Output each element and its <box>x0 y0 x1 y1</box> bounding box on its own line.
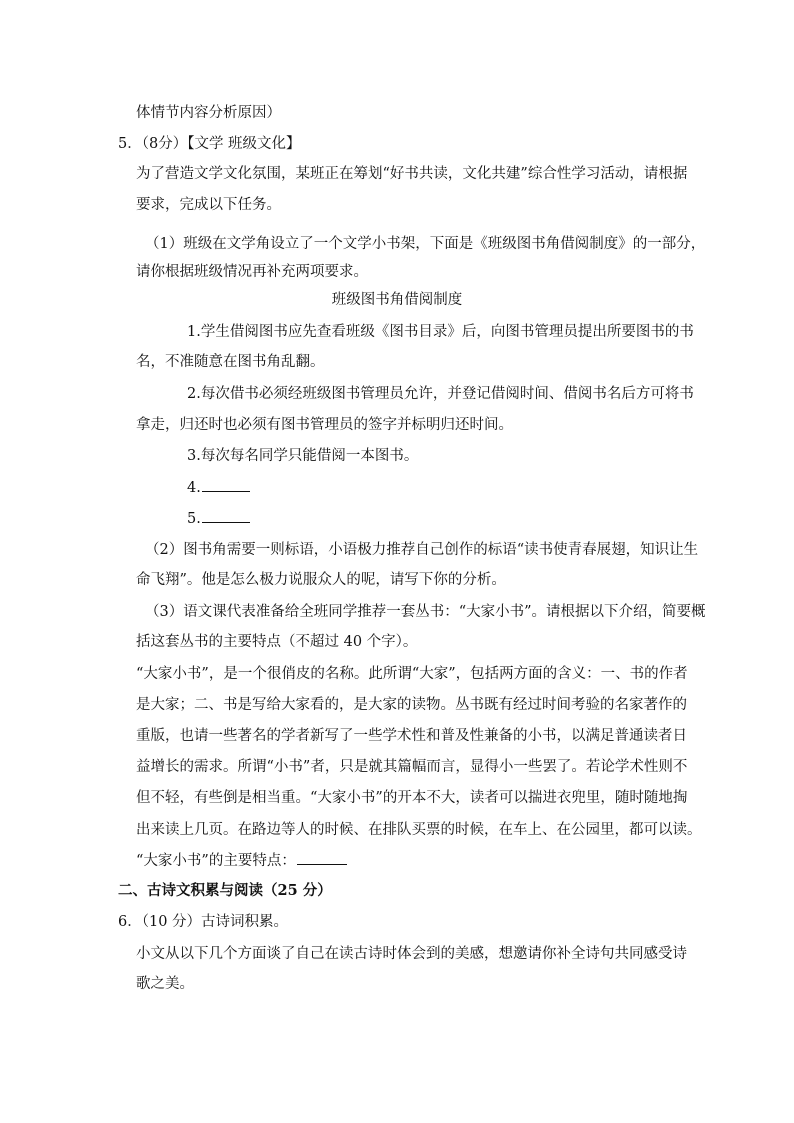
text-line: 要求，完成以下任务。 <box>136 197 281 213</box>
text-line: 小文从以下几个方面谈了自己在读古诗时体会到的美感，想邀请你补全诗句共同感受诗 <box>136 946 687 962</box>
rule-1: 1.学生借阅图书应先查看班级《图书目录》后，向图书管理员提出所要图书的书 <box>187 324 694 340</box>
text-line: 为了营造文学文化氛围，某班正在筹划“好书共读，文化共建”综合性学习活动，请根据 <box>136 166 688 182</box>
passage-line: 重版，也请一些著名的学者新写了一些学术性和普及性兼备的小书，以满足普通读者日 <box>136 728 687 744</box>
passage-line: 但不轻，有些倒是相当重。“大家小书”的开本不大，读者可以揣进衣兜里，随时随地掏 <box>136 790 688 806</box>
subquestion-1: （1）班级在文学角设立了一个文学小书架，下面是《班级图书角借阅制度》的一部分， <box>145 236 706 252</box>
answer-blank[interactable] <box>297 850 347 865</box>
rule-3: 3.每次每名同学只能借阅一本图书。 <box>187 448 419 464</box>
passage-line: 是大家；二、书是写给大家看的，是大家的读物。丛书既有经过时间考验的名家著作的 <box>136 697 687 713</box>
rule-2: 2.每次借书必须经班级图书管理员允许，并登记借阅时间、借阅书名后方可将书 <box>187 386 694 402</box>
text-line: 名，不准随意在图书角乱翻。 <box>136 354 325 370</box>
text-line: 命飞翔”。他是怎么极力说服众人的呢，请写下你的分析。 <box>136 572 506 588</box>
features-label: “大家小书”的主要特点： <box>136 853 296 869</box>
rule-5-number: 5. <box>187 511 201 527</box>
question-5-heading: 5．（8分）【文学 班级文化】 <box>118 136 301 152</box>
passage-line: 出来读上几页。在路边等人的时候、在排队买票的时候，在车上、在公园里，都可以读。 <box>136 822 702 838</box>
passage-line: 益增长的需求。所谓“小书”者，只是就其篇幅而言，显得小一些罢了。若论学术性则不 <box>136 759 688 775</box>
question-6-heading: 6．（10 分）古诗词积累。 <box>118 914 289 930</box>
answer-blank[interactable] <box>202 477 250 492</box>
rule-5 <box>187 508 250 528</box>
text-line: 体情节内容分析原因） <box>136 105 281 121</box>
rules-title: 班级图书角借阅制度 <box>331 292 463 308</box>
passage-line: “大家小书”，是一个很俏皮的名称。此所谓“大家”，包括两方面的含义：一、书的作者 <box>136 666 688 682</box>
rule-4 <box>187 477 250 497</box>
text-line: 括这套丛书的主要特点（不超过 40 个字）。 <box>136 634 418 650</box>
section-2-heading: 二、古诗文积累与阅读（25 分） <box>118 882 332 899</box>
features-prompt <box>136 850 347 870</box>
text-line: 请你根据班级情况再补充两项要求。 <box>136 264 368 280</box>
subquestion-2: （2）图书角需要一则标语，小语极力推荐自己创作的标语“读书使青春展翅，知识让生 <box>145 542 699 558</box>
text-line: 拿走，归还时也必须有图书管理员的签字并标明归还时间。 <box>136 417 513 433</box>
answer-blank[interactable] <box>202 508 250 523</box>
rule-4-number: 4. <box>187 480 201 496</box>
text-line: 歌之美。 <box>136 976 194 992</box>
subquestion-3: （3）语文课代表准备给全班同学推荐一套丛书：“大家小书”。请根据以下介绍，简要概 <box>145 604 706 620</box>
